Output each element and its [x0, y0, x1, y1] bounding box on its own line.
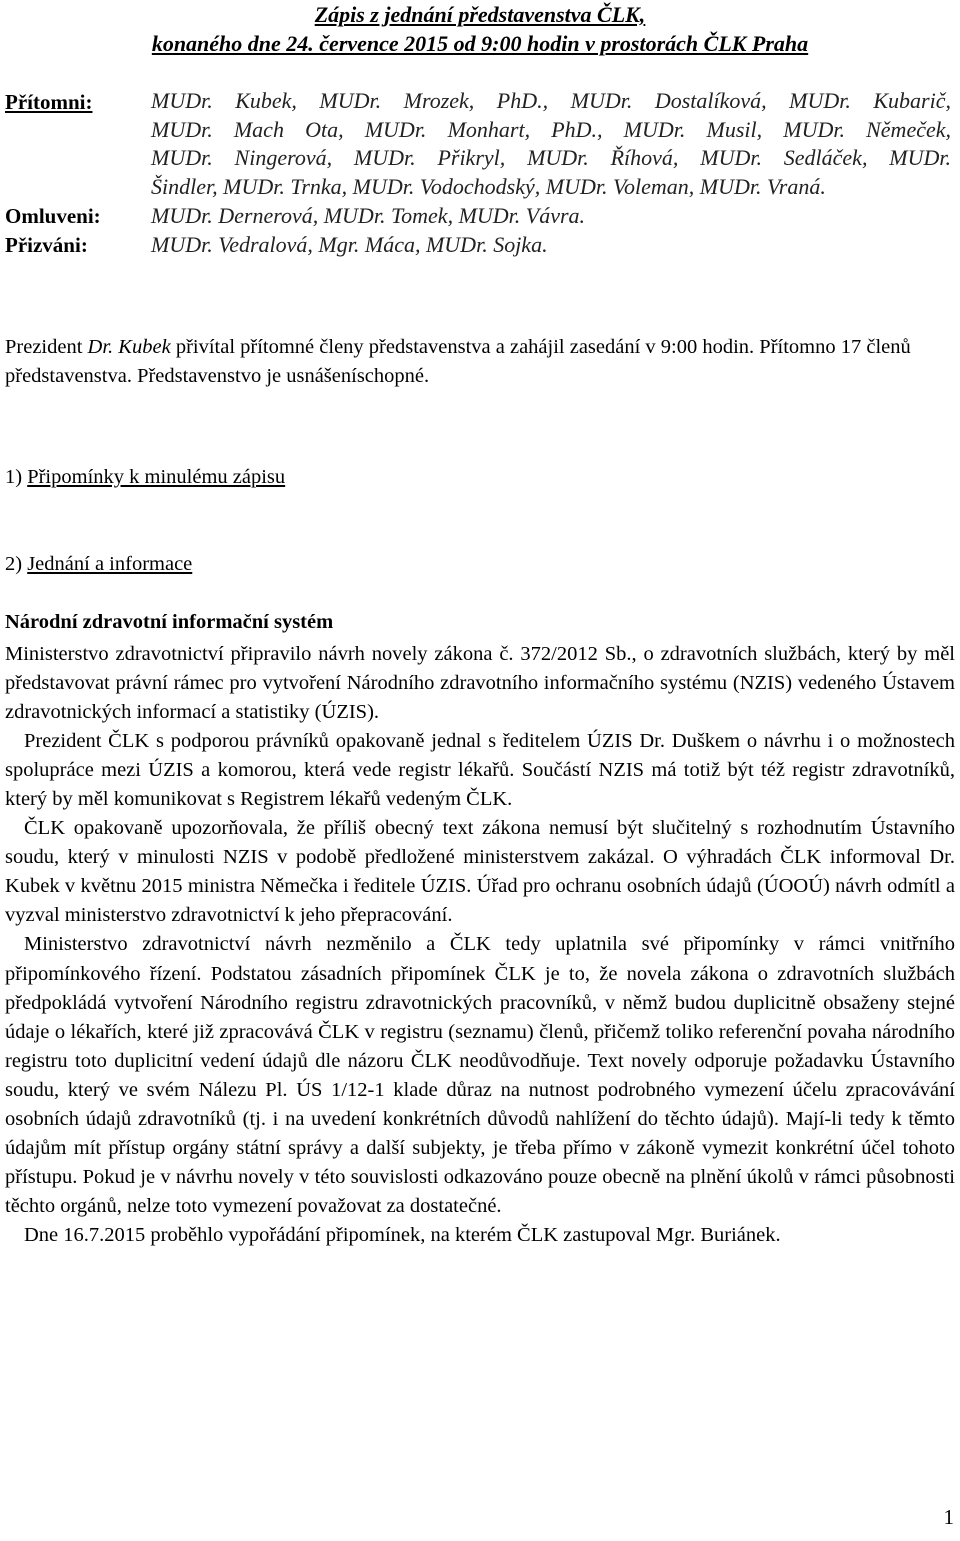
nzis-body: [5, 640, 955, 1250]
section-2-number: 2): [5, 553, 28, 575]
invited-label: Přizváni:: [5, 233, 88, 257]
paragraph: Dne 16.7.2015 proběhlo vypořádání připomínek, na kterém ČLK zastupoval Mgr. Buriánek.: [24, 1223, 781, 1246]
section-1-heading: [5, 466, 285, 489]
section-2-title: Jednání a informace: [27, 553, 193, 575]
excused-label: Omluveni:: [5, 204, 101, 228]
paragraph: Ministerstvo zdravotnictví připravilo návrh novely zákona č. 372/2012 Sb., o zdravotních službách, který by měl představovat právní rámec pro vytvoření Národního zdravotního informačního systému (NZIS) vedeného Ústavem zdravotnických informací a statistiky (ÚZIS).: [5, 643, 955, 724]
page-number: 1: [943, 1505, 954, 1529]
paragraph: ČLK opakovaně upozorňovala, že příliš obecný text zákona nemusí být slučitelný s rozhodnutím Ústavního soudu, který v minulosti NZIS v podobě předložené ministerstvem zakázal. O výhradách ČLK informoval Dr. Kubek v květnu 2015 ministra Němečka i ředitele ÚZIS. Úřad pro ochranu osobních údajů (ÚOOÚ) návrh odmítl a vyzval ministerstvo zdravotnictví k jeho přepracování.: [5, 817, 955, 927]
opening-text-a: Prezident: [5, 336, 88, 358]
opening-text-president: Dr. Kubek: [87, 336, 171, 358]
paragraph: Prezident ČLK s podporou právníků opakovaně jednal s ředitelem ÚZIS Dr. Duškem o návrhu i o možnostech spolupráce mezi ÚZIS a komorou, která vede registr lékařů. Součástí NZIS má totiž být též registr zdravotníků, který by měl komunikovat s Registrem lékařů vedeným ČLK.: [5, 730, 955, 811]
section-1-title: Připomínky k minulému zápisu: [27, 466, 286, 488]
paragraph: Ministerstvo zdravotnictví návrh nezměnilo a ČLK tedy uplatnila své připomínky v rámci vnitřního připomínkového řízení. Podstatou zásadních připomínek ČLK je to, že novela zákona o zdravotních službách předpokládá vytvoření Národního registru zdravotnických pracovníků, v němž budou duplicitně obsaženy stejné údaje o lékařích, které již zpracovává ČLK v registru (seznamu) členů, přičemž toliko referenční povaha národního registru toto duplicitní vedení údajů dle názoru ČLK neodůvodňuje. Text novely odporuje požadavku Ústavního soudu, který ve svém Nálezu Pl. ÚS 1/12-1 klade důraz na nutnost podrobného vymezení účelu zpracovávání osobních údajů zdravotníků (tj. i na uvedení konkrétních důvodů nahlížení do těchto údajů). Mají-li tedy k těmto údajům mít přístup orgány státní správy a další subjekty, je třeba přímo v zákoně vymezit konkrétní účel tohoto přístupu. Pokud je v návrhu novely v této souvislosti odkazováno pouze obecně na plnění úkolů v rámci působnosti těchto orgánů, nelze toto vymezení považovat za dostatečné.: [5, 933, 955, 1217]
excused-names: MUDr. Dernerová, MUDr. Tomek, MUDr. Vávra.: [151, 203, 586, 228]
present-names-row: MUDr. Ningerová, MUDr. Přikryl, MUDr. Říhová, MUDr. Sedláček, MUDr.: [151, 145, 951, 170]
present-names-row: MUDr. Kubek, MUDr. Mrozek, PhD., MUDr. Dostalíková, MUDr. Kubarič,: [151, 88, 951, 113]
document-subtitle: konaného dne 24. července 2015 od 9:00 hodin v prostorách ČLK Praha: [151, 31, 809, 56]
present-label: Přítomni:: [5, 90, 93, 114]
present-names-row: Šindler, MUDr. Trnka, MUDr. Vodochodský, MUDr. Voleman, MUDr. Vraná.: [151, 173, 826, 199]
section-2-heading: [5, 553, 192, 576]
present-names: [151, 87, 951, 201]
present-names-row: MUDr. Mach Ota, MUDr. Monhart, PhD., MUDr. Musil, MUDr. Němeček,: [151, 116, 951, 142]
opening-text-c: přivítal přítomné členy představenstva a zahájil zasedání v 9:00 hodin. Přítomno 17 členů představenstva. Představenstvo je usnášeníschopné.: [5, 336, 911, 387]
section-1-number: 1): [5, 466, 28, 488]
nzis-heading: Národní zdravotní informační systém: [5, 611, 334, 633]
invited-names: MUDr. Vedralová, Mgr. Máca, MUDr. Sojka.: [151, 232, 548, 257]
opening-paragraph: [5, 333, 955, 391]
document-title: Zápis z jednání představenstva ČLK,: [314, 2, 646, 27]
